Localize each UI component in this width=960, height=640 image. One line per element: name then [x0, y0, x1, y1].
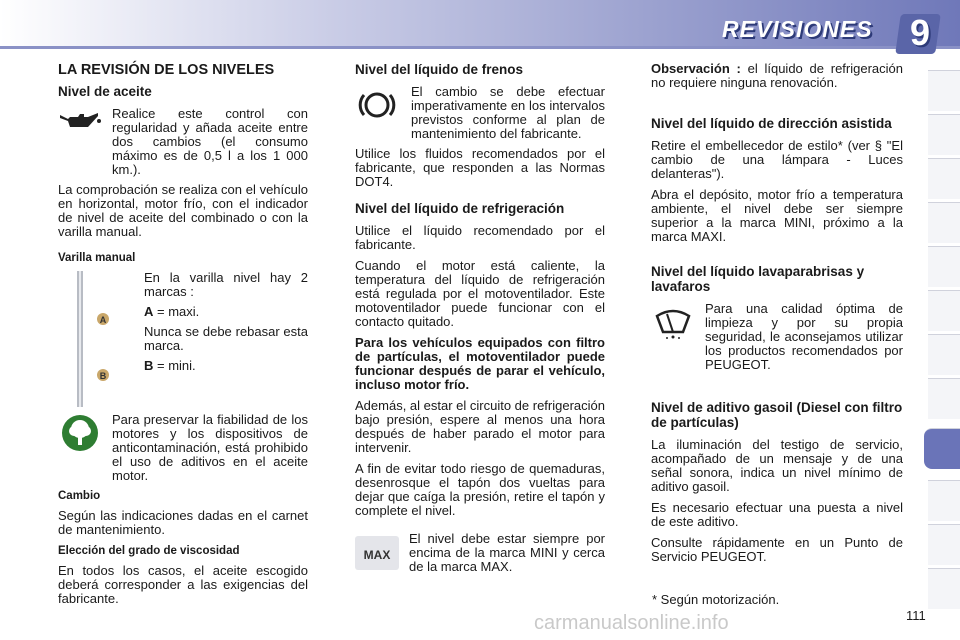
- mark-a-label: A: [144, 304, 154, 319]
- dipstick-icon: [58, 271, 124, 407]
- brake-warning-icon: [355, 85, 399, 141]
- steering-p2: Abra el depósito, motor frío a temperatura ambiente, el nivel debe ser siempre superior a la marca MINI, próximo a la marca MAXI.: [651, 187, 903, 244]
- dipstick-line1: En la varilla nivel hay 2 marcas :: [144, 270, 308, 299]
- side-tab[interactable]: [928, 334, 960, 375]
- side-tab-active[interactable]: [924, 428, 960, 469]
- viscosity-text: En todos los casos, el aceite escogido deberá corresponder a las exigencias del fabricante.: [58, 563, 308, 606]
- additive-p2: Es necesario efectuar una puesta a nivel de este aditivo.: [651, 500, 903, 529]
- section-heading: LA REVISIÓN DE LOS NIVELES: [58, 62, 275, 78]
- mark-b-label: B: [144, 358, 154, 373]
- eco-tree-icon: [58, 413, 102, 483]
- steering-p1: Retire el embellecedor de estilo* (ver § "El cambio de una lámpara - Luces delanteras").: [651, 138, 903, 181]
- coolant-p1: Utilice el líquido recomendado por el fabricante.: [355, 223, 605, 252]
- coolant-heading: Nivel del líquido de refrigeración: [355, 201, 565, 216]
- washer-block: [651, 302, 903, 372]
- brake-heading: Nivel del líquido de frenos: [355, 62, 524, 77]
- obs-text: el líquido de refrigeración no requiere ninguna renovación.: [651, 61, 903, 90]
- coolant-p3: Además, al estar el circuito de refrigeración bajo presión, espere al menos una hora después de haber parado el motor para intervenir.: [355, 398, 606, 455]
- eco-text: Para preservar la fiabilidad de los motores y los dispositivos de anticontaminación, está prohibido el uso de aditivos en el aceite motor.: [112, 412, 308, 483]
- chapter-title: REVISIONES: [722, 16, 873, 42]
- column-2: [355, 62, 605, 580]
- column-3: [651, 62, 903, 571]
- mark-b-line: [144, 359, 308, 373]
- dipstick-heading: Varilla manual: [58, 252, 136, 264]
- side-tab[interactable]: [928, 378, 960, 419]
- dipstick-mark-b: B: [99, 371, 107, 381]
- oil-can-icon: [58, 107, 102, 177]
- max-text: El nivel debe estar siempre por encima de la marca MINI y cerca de la marca MAX.: [409, 531, 605, 574]
- observation: [651, 62, 903, 90]
- oil-icon-block: [58, 107, 308, 177]
- side-tab[interactable]: [928, 480, 960, 521]
- change-heading: Cambio: [58, 490, 101, 502]
- brake-block: [355, 85, 605, 141]
- side-tab[interactable]: [928, 246, 960, 287]
- mark-a-text: = maxi.: [153, 304, 200, 319]
- side-tab[interactable]: [928, 158, 960, 199]
- mark-a-line: [144, 305, 308, 319]
- side-tab[interactable]: [928, 290, 960, 331]
- side-tab[interactable]: [928, 70, 960, 111]
- coolant-p4: A fin de evitar todo riesgo de quemaduras, desenrosque el tapón dos vueltas para dejar que caíga la presión, retire el tapón y complete el nivel.: [355, 461, 605, 518]
- oil-icon-text: Realice este control con regularidad y añada aceite entre dos cambios (el consumo máximo es de 0,5 l a los 1 000 km.).: [112, 106, 308, 177]
- side-tabs: [928, 70, 960, 640]
- eco-block: [58, 413, 308, 483]
- viscosity-heading: Elección del grado de viscosidad: [58, 545, 240, 557]
- coolant-p2: Cuando el motor está caliente, la temperatura del líquido de refrigeración está regulada por el motoventilador. Este motoventilador puede funcionar con el contacto quitado.: [355, 258, 605, 329]
- change-text: Según las indicaciones dadas en el carnet de mantenimiento.: [58, 508, 308, 537]
- side-tab[interactable]: [928, 568, 960, 609]
- dipstick-block: [58, 271, 308, 407]
- obs-label: Observación :: [651, 61, 741, 76]
- max-block: [355, 532, 605, 574]
- side-tab[interactable]: [928, 524, 960, 565]
- footnote: * Según motorización.: [652, 592, 780, 607]
- dipstick-mark-a: A: [99, 315, 107, 325]
- brake-para: Utilice los fluidos recomendados por el fabricante, que responden a las Normas DOT4.: [355, 146, 605, 189]
- side-tab[interactable]: [928, 202, 960, 243]
- washer-icon-text: Para una calidad óptima de limpieza y por su propia seguridad, le aconsejamos utilizar los productos recomendados por PEUGEOT.: [705, 301, 903, 372]
- max-label: MAX: [363, 548, 391, 562]
- dipstick-line2: Nunca se debe rebasar esta marca.: [144, 324, 308, 353]
- additive-heading: Nivel de aditivo gasoil (Diesel con filtro de partículas): [651, 400, 903, 430]
- additive-p1: La iluminación del testigo de servicio, acompañado de un mensaje y de una señal sonora, indica un nivel mínimo de aditivo gasoil.: [651, 437, 903, 494]
- max-mark-icon: [355, 532, 399, 574]
- mark-b-text: = mini.: [153, 358, 196, 373]
- coolant-warning: Para los vehículos equipados con filtro de partículas, el motoventilador puede funcionar después de parar el vehículo, incluso motor frío.: [355, 335, 605, 392]
- brake-icon-text: El cambio se debe efectuar imperativamente en los intervalos previstos conforme al plan de mantenimiento del fabricante.: [411, 84, 605, 141]
- side-tab[interactable]: [928, 114, 960, 155]
- additive-p3: Consulte rápidamente en un Punto de Servicio PEUGEOT.: [651, 535, 903, 564]
- page-number: 111: [906, 608, 926, 623]
- oil-heading: Nivel de aceite: [58, 84, 152, 99]
- oil-para: La comprobación se realiza con el vehículo en horizontal, motor frío, con el indicador de nivel de aceite del combinado o con la varilla manual.: [58, 182, 308, 239]
- washer-heading: Nivel del líquido lavaparabrisas y lavafaros: [651, 264, 865, 294]
- windscreen-washer-icon: [651, 302, 695, 372]
- watermark: carmanualsonline.info: [534, 612, 729, 634]
- steering-heading: Nivel del líquido de dirección asistida: [651, 116, 892, 131]
- column-1: [58, 62, 308, 613]
- chapter-number: 9: [909, 12, 931, 53]
